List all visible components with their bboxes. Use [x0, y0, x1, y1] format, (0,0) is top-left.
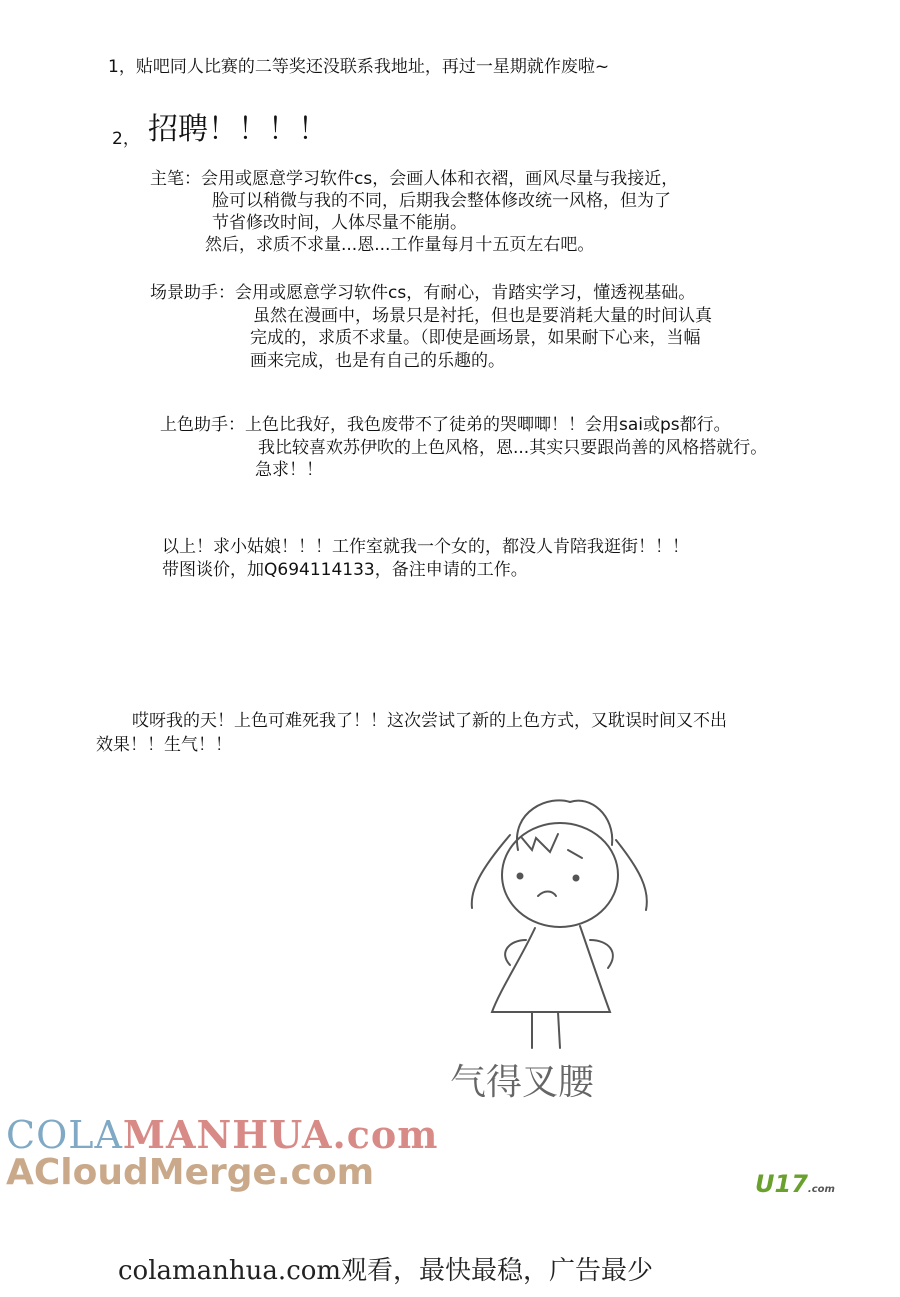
scene-line-4: 画来完成，也是有自己的乐趣的。 [250, 351, 505, 371]
color-line-3: 急求！！ [255, 460, 323, 480]
u17-logo-text: U17 [755, 1170, 808, 1198]
main-pen-line-1: 主笔：会用或愿意学习软件cs，会画人体和衣褶，画风尽量与我接近， [150, 169, 679, 189]
closing-line-1: 以上！求小姑娘！！！工作室就我一个女的，都没人肯陪我逛街！！！ [162, 537, 689, 557]
color-line-2: 我比较喜欢苏伊吹的上色风格，恩...其实只要跟尚善的风格搭就行。 [258, 438, 768, 458]
u17-logo [755, 1170, 835, 1198]
mouth [538, 892, 556, 897]
complaint-line-2: 效果！！生气！！ [96, 735, 232, 755]
complaint-line-1: 哎呀我的天！上色可难死我了！！这次尝试了新的上色方式，又耽误时间又不出 [132, 711, 727, 731]
u17-logo-sub: .com [807, 1184, 835, 1195]
bangs [522, 834, 558, 852]
recruit-title: 招聘！！！！ [148, 112, 328, 147]
leg-right [558, 1012, 560, 1048]
footer-ad: colamanhua.com观看，最快最稳，广告最少 [118, 1256, 654, 1286]
colamanhua-watermark [6, 1112, 438, 1157]
acloudmerge-watermark: ACloudMerge.com [6, 1152, 375, 1193]
hair-left [472, 835, 510, 908]
item2-num: 2， [112, 129, 140, 149]
eye-right [574, 876, 579, 881]
drawing-caption: 气得叉腰 [450, 1062, 595, 1103]
eyebrow-right [568, 850, 582, 858]
scene-line-2: 虽然在漫画中，场景只是衬托，但也是要消耗大量的时间认真 [253, 306, 712, 326]
main-pen-line-4: 然后，求质不求量...恩...工作量每月十五页左右吧。 [205, 235, 595, 255]
scene-line-3: 完成的，求质不求量。（即使是画场景，如果耐下心来，当幅 [250, 328, 701, 348]
item1-text: 1，贴吧同人比赛的二等奖还没联系我地址，再过一星期就作废啦~ [108, 57, 610, 77]
hair-right [616, 840, 647, 910]
scene-line-1: 场景助手：会用或愿意学习软件cs，有耐心，肯踏实学习，懂透视基础。 [150, 283, 696, 303]
color-line-1: 上色助手：上色比我好，我色废带不了徒弟的哭唧唧！！会用sai或ps都行。 [160, 415, 731, 435]
watermark-manhua: MANHUA.com [122, 1112, 439, 1157]
main-pen-line-3: 节省修改时间，人体尽量不能崩。 [212, 213, 467, 233]
watermark-cola: COLA [6, 1113, 123, 1157]
dress [492, 926, 610, 1012]
hair-outline [517, 800, 612, 850]
main-pen-line-2: 脸可以稍微与我的不同，后期我会整体修改统一风格，但为了 [212, 191, 671, 211]
closing-line-2: 带图谈价，加Q694114133，备注申请的工作。 [162, 560, 528, 580]
eye-left [518, 874, 523, 879]
